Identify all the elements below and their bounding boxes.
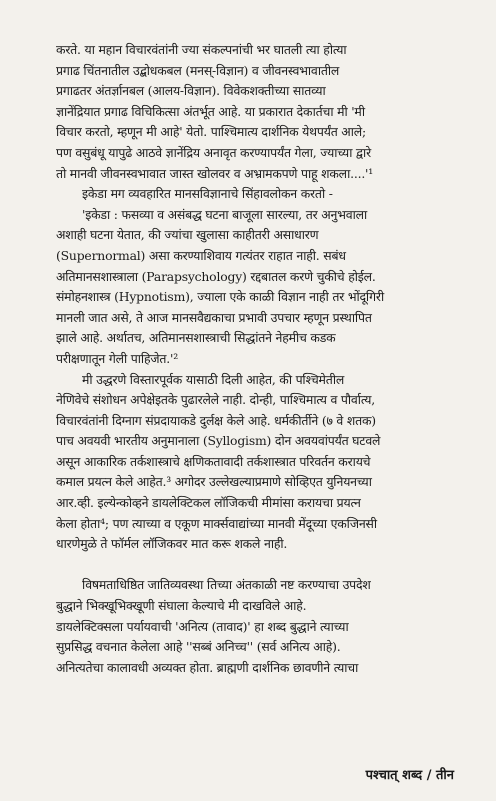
text-line: प्रगाढतर अंतर्ज्ञानबल (आलय-विज्ञान). विवेकशक्तीच्या सातव्या [56, 83, 326, 99]
text-line: संमोहनशास्त्र (Hypnotism), ज्याला एके काळी विज्ञान नाही तर भोंदूगिरी [56, 289, 384, 305]
text-line: कमाल प्रयत्न केले आहेत.³ अगोदर उल्लेखल्याप्रमाणे सोव्हिएत युनियनच्या [56, 474, 372, 490]
text-line: मी उद्धरणे विस्तारपूर्वक यासाठी दिली आहेत, की पश्चिमेतील [82, 371, 345, 387]
text-line: झाले आहे. अर्थातच, अतिमानसशास्त्राची सिद्धांतने नेहमीच कडक [56, 330, 336, 346]
text-line: पाच अवयवी भारतीय अनुमानाला (Syllogism) दोन अवयवांपर्यंत घटवले [56, 433, 381, 449]
text-line: डायलेक्टिक्सला पर्यायवाची 'अनित्य (तावाद)' हा शब्द बुद्धाने त्याच्या [56, 618, 349, 634]
body-text [56, 40, 456, 678]
text-line: विचार करतो, म्हणून मी आहे' येतो. पाश्चिमात्य दार्शनिक येथपर्यंत आले; [56, 124, 366, 140]
text-line: विचारवंतांनी दिग्नाग संप्रदायाकडे दुर्लक्ष केले आहे. धर्मकीर्तीने (७ वे शतक) [56, 412, 376, 428]
text-line: सुप्रसिद्ध वचनात केलेला आहे ''सब्बं अनिच्च'' (सर्व अनित्य आहे). [56, 639, 341, 655]
text-line: तो मानवी जीवनस्वभावात जास्त खोलवर व अभ्रामकपणे पाहू शकला....'¹ [56, 165, 374, 181]
text-line: धारणेमुळे ते फॉर्मल लॉजिकवर मात करू शकले नाही. [56, 536, 288, 552]
running-footer: पश्चात् शब्द / तीन [365, 768, 454, 783]
text-line [56, 555, 456, 576]
text-line: 'इकेडा : फसव्या व असंबद्ध घटना बाजूला सारल्या, तर अनुभवाला [82, 206, 368, 222]
text-line: असून आकारिक तर्कशास्त्राचे क्षणिकतावादी तर्कशास्त्रात परिवर्तन करायचे [56, 453, 371, 469]
text-line: नेणिवेचे संशोधन अपेक्षेइतके पुढारलेले नाही. दोन्ही, पाश्चिमात्य व पौर्वात्य, [56, 392, 375, 408]
text-line: परीक्षणातून गेली पाहिजेत.'² [56, 350, 178, 366]
text-line: (Supernormal) असा करण्याशिवाय गत्यंतर राहात नाही. सबंध [56, 247, 346, 263]
text-line: अशाही घटना येतात, की ज्यांचा खुलासा काहीतरी असाधारण [56, 227, 319, 243]
text-line: करते. या महान विचारवंतांनी ज्या संकल्पनांची भर घातली त्या होत्या [56, 42, 347, 57]
text-line: बुद्धाने भिक्खूभिक्खूणी संघाला केल्याचे मी दाखविले आहे. [56, 598, 307, 614]
text-line: विषमताधिष्ठित जातिव्यवस्था तिच्या अंतकाळी नष्ट करण्याचा उपदेश [82, 577, 371, 593]
text-line: केला होता⁴; पण त्याच्या व एकूण मार्क्सवाद्यांच्या मानवी मेंदूच्या एकजिनसी [56, 515, 377, 531]
text-line: इकेडा मग व्यवहारित मानसविज्ञानाचे सिंहावलोकन करतो - [82, 186, 333, 202]
text-line: अनित्यतेचा कालावधी अव्यक्त होता. ब्राह्मणी दार्शनिक छावणीने त्याचा [56, 659, 359, 675]
text-line: प्रगाढ चिंतनातील उद्बोधकबल (मनस्-विज्ञान) व जीवनस्वभावातील [56, 62, 340, 78]
text-line: मानली जात असे, ते आज मानसवैद्यकाचा प्रभावी उपचार म्हणून प्रस्थापित [56, 309, 372, 325]
text-line: अतिमानसशास्त्राला (Parapsychology) रद्दबातल करणे चुकीचे होईल. [56, 268, 376, 284]
text-line: आर.व्ही. इल्येन्कोव्हने डायलेक्टिकल लॉजिकची मीमांसा करायचा प्रयत्न [56, 495, 361, 511]
text-line: पण वसुबंधू यापुढे आठवे ज्ञानेंद्रिय अनावृत करण्यापर्यंत गेला, ज्याच्या द्वारे [56, 144, 371, 160]
text-line: ज्ञानेंद्रियात प्रगाढ विचिकित्सा अंतर्भूत आहे. या प्रकारात देकार्तचा मी 'मी [56, 103, 365, 119]
